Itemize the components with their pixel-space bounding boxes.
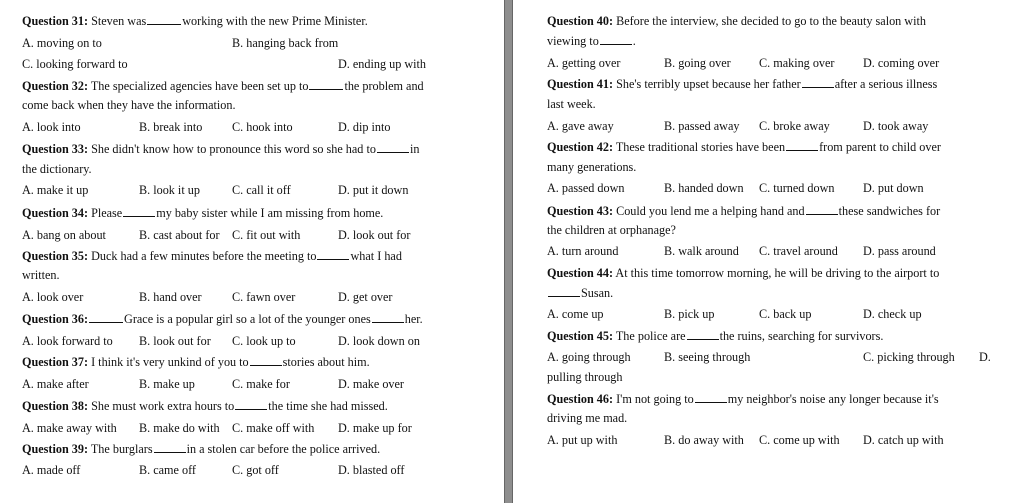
option-c: C. travel around — [759, 244, 838, 258]
option-c: C. make off with — [232, 421, 315, 435]
option-c: C. broke away — [759, 119, 830, 133]
option-b: B. look it up — [139, 183, 200, 197]
question-number: Question 33: — [22, 142, 89, 156]
option-c: C. making over — [759, 56, 835, 70]
option-a: A. gave away — [547, 119, 614, 133]
option-b: B. cast about for — [139, 228, 220, 242]
question-number: Question 36: — [22, 312, 89, 326]
question-text: the ruins, searching for survivors. — [719, 329, 884, 343]
question-text: the problem and — [344, 79, 424, 93]
option-a: A. passed down — [547, 181, 625, 195]
question-45 — [547, 329, 883, 343]
answer-blank — [695, 392, 727, 403]
question-text-cont: come back when they have the information. — [22, 98, 236, 112]
question-number: Question 38: — [22, 399, 89, 413]
question-text: Steven was — [91, 14, 147, 28]
question-text: The police are — [615, 329, 686, 343]
question-text: Please — [91, 206, 123, 220]
option-a: A. moving on to — [22, 36, 102, 50]
question-text: Before the interview, she decided to go to the beauty salon with — [616, 14, 926, 28]
question-number: Question 44: — [547, 266, 614, 280]
option-d: D. put down — [863, 181, 924, 195]
answer-blank — [786, 140, 818, 151]
question-number: Question 46: — [547, 392, 614, 406]
option-a: A. make it up — [22, 183, 89, 197]
question-number: Question 34: — [22, 206, 89, 220]
question-text-cont: the dictionary. — [22, 162, 92, 176]
option-b: B. hanging back from — [232, 36, 339, 50]
option-d: D. check up — [863, 307, 922, 321]
question-number: Question 41: — [547, 77, 614, 91]
question-text: from parent to child over — [819, 140, 941, 154]
option-c: C. got off — [232, 463, 279, 477]
question-number: Question 31: — [22, 14, 89, 28]
answer-blank — [377, 142, 409, 153]
option-c: C. look up to — [232, 334, 296, 348]
option-b: B. walk around — [664, 244, 739, 258]
answer-blank — [548, 286, 580, 297]
question-text: the time she had missed. — [268, 399, 388, 413]
answer-blank — [235, 399, 267, 410]
question-text: my baby sister while I am missing from home. — [156, 206, 384, 220]
question-text: her. — [404, 312, 423, 326]
question-text: Duck had a few minutes before the meeting to — [91, 249, 317, 263]
question-36 — [22, 312, 423, 326]
option-b: B. hand over — [139, 290, 202, 304]
option-c: C. fawn over — [232, 290, 296, 304]
option-d-cont: pulling through — [547, 370, 623, 384]
answer-blank — [317, 249, 349, 260]
answer-blank — [372, 312, 404, 323]
question-37 — [22, 355, 370, 369]
option-a: A. put up with — [547, 433, 618, 447]
option-a: A. bang on about — [22, 228, 106, 242]
option-a: A. make away with — [22, 421, 117, 435]
right-page — [512, 0, 1024, 503]
question-text: I think it's very unkind of you to — [91, 355, 249, 369]
option-d: D. coming over — [863, 56, 940, 70]
option-d: D. make over — [338, 377, 404, 391]
option-b: B. going over — [664, 56, 731, 70]
answer-blank — [687, 329, 719, 340]
option-c: C. make for — [232, 377, 290, 391]
question-number: Question 37: — [22, 355, 89, 369]
option-d: D. catch up with — [863, 433, 944, 447]
question-42 — [547, 140, 941, 154]
left-page — [0, 0, 505, 503]
answer-blank — [806, 204, 838, 215]
question-text: I'm not going to — [616, 392, 694, 406]
option-c: C. back up — [759, 307, 812, 321]
option-d: D. put it down — [338, 183, 409, 197]
question-number: Question 45: — [547, 329, 614, 343]
option-c: C. call it off — [232, 183, 291, 197]
option-b: B. seeing through — [664, 350, 751, 364]
question-text-cont: written. — [22, 268, 60, 282]
option-b: B. passed away — [664, 119, 740, 133]
answer-blank — [600, 34, 632, 45]
question-text-cont — [547, 34, 636, 48]
option-c: C. fit out with — [232, 228, 301, 242]
question-text-cont: last week. — [547, 97, 596, 111]
question-34 — [22, 206, 383, 220]
option-d: D. look down on — [338, 334, 420, 348]
option-b: B. make do with — [139, 421, 220, 435]
option-b: B. break into — [139, 120, 203, 134]
question-text-cont: driving me mad. — [547, 411, 628, 425]
question-38 — [22, 399, 388, 413]
question-text: She's terribly upset because her father — [616, 77, 801, 91]
question-text: At this time tomorrow morning, he will be driving to the airport to — [615, 266, 940, 280]
option-c: C. come up with — [759, 433, 840, 447]
option-c: C. turned down — [759, 181, 835, 195]
option-d: D. ending up with — [338, 57, 427, 71]
question-text: working with the new Prime Minister. — [182, 14, 368, 28]
question-46 — [547, 392, 939, 406]
question-32 — [22, 79, 424, 93]
option-d: D. dip into — [338, 120, 391, 134]
option-d: D. make up for — [338, 421, 412, 435]
answer-blank — [250, 355, 282, 366]
option-d: D. get over — [338, 290, 393, 304]
option-d: D. — [979, 350, 991, 364]
question-text: The specialized agencies have been set up to — [90, 79, 309, 93]
question-text: these sandwiches for — [838, 204, 941, 218]
question-number: Question 32: — [22, 79, 89, 93]
question-text: The burglars — [90, 442, 153, 456]
option-a: A. getting over — [547, 56, 621, 70]
question-text: viewing to — [547, 34, 599, 48]
answer-blank — [154, 442, 186, 453]
option-c: C. hook into — [232, 120, 293, 134]
option-c: C. looking forward to — [22, 57, 128, 71]
option-a: A. made off — [22, 463, 81, 477]
question-text: stories about him. — [282, 355, 370, 369]
question-number: Question 42: — [547, 140, 614, 154]
option-a: A. look forward to — [22, 334, 113, 348]
option-d: D. pass around — [863, 244, 936, 258]
question-text: my neighbor's noise any longer because it's — [727, 392, 939, 406]
option-d: D. took away — [863, 119, 929, 133]
option-a: A. come up — [547, 307, 604, 321]
option-b: B. came off — [139, 463, 196, 477]
answer-blank — [802, 77, 834, 88]
question-text: She must work extra hours to — [91, 399, 235, 413]
question-text: Could you lend me a helping hand and — [616, 204, 805, 218]
option-a: A. make after — [22, 377, 89, 391]
question-text: what I had — [350, 249, 402, 263]
option-d: D. blasted off — [338, 463, 405, 477]
option-a: A. going through — [547, 350, 631, 364]
option-b: B. handed down — [664, 181, 744, 195]
question-text: Susan. — [581, 286, 614, 300]
question-number: Question 39: — [22, 442, 89, 456]
question-43 — [547, 204, 940, 218]
question-number: Question 35: — [22, 249, 89, 263]
option-a: A. look into — [22, 120, 81, 134]
question-text: . — [632, 34, 636, 48]
option-b: B. look out for — [139, 334, 211, 348]
answer-blank — [89, 312, 123, 323]
question-text-cont — [547, 286, 613, 300]
option-a: A. look over — [22, 290, 84, 304]
question-33 — [22, 142, 419, 156]
question-number: Question 43: — [547, 204, 614, 218]
question-41 — [547, 77, 937, 91]
question-text: Grace is a popular girl so a lot of the younger ones — [124, 312, 371, 326]
question-text: She didn't know how to pronounce this word so she had to — [91, 142, 376, 156]
answer-blank — [123, 206, 155, 217]
question-number: Question 40: — [547, 14, 614, 28]
question-text-cont: the children at orphanage? — [547, 223, 676, 237]
option-b: B. make up — [139, 377, 195, 391]
option-b: B. pick up — [664, 307, 715, 321]
question-31 — [22, 14, 368, 28]
answer-blank — [309, 79, 343, 90]
option-a: A. turn around — [547, 244, 619, 258]
question-35 — [22, 249, 402, 263]
question-44 — [547, 266, 939, 280]
answer-blank — [147, 14, 181, 25]
question-text: in a stolen car before the police arrived. — [186, 442, 381, 456]
option-d: D. look out for — [338, 228, 411, 242]
option-c: C. picking through — [863, 350, 955, 364]
question-40 — [547, 14, 926, 28]
question-text-cont: many generations. — [547, 160, 637, 174]
question-39 — [22, 442, 380, 456]
question-text: These traditional stories have been — [615, 140, 786, 154]
question-text: in — [409, 142, 420, 156]
question-text: after a serious illness — [834, 77, 938, 91]
option-b: B. do away with — [664, 433, 744, 447]
